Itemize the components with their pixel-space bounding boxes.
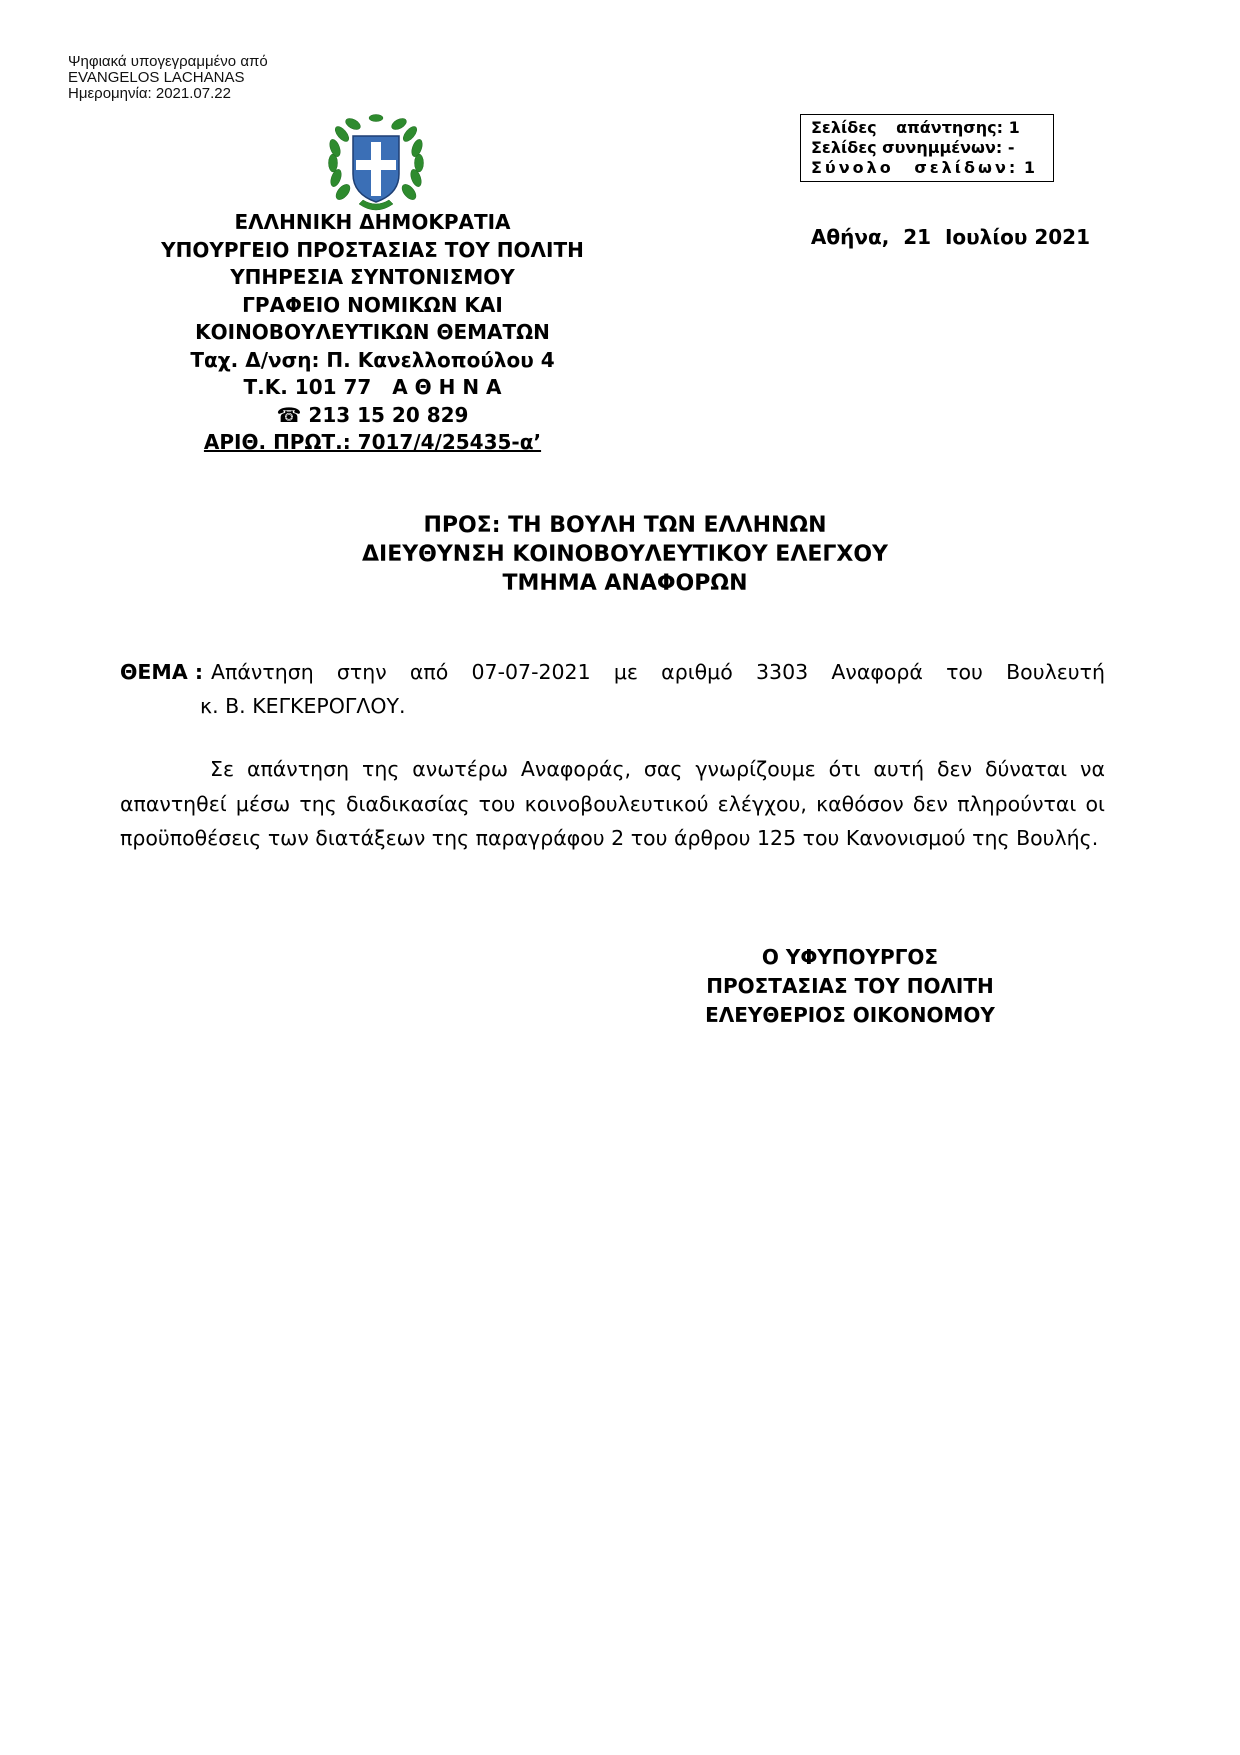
reply-pages-label: Σελίδες απάντησης: <box>811 118 1004 137</box>
subject-text-cont: κ. Β. ΚΕΓΚΕΡΟΓΛΟΥ. <box>200 694 406 718</box>
subject-text: Απάντηση στην από 07-07-2021 με αριθμό 3303 Αναφορά του Βουλευτή <box>211 660 1105 684</box>
total-pages-row <box>811 158 1043 178</box>
recipient-line2: ΔΙΕΥΘΥΝΣΗ ΚΟΙΝΟΒΟΥΛΕΥΤΙΚΟΥ ΕΛΕΓΧΟΥ <box>362 542 888 567</box>
signatory-title: Ο ΥΦΥΠΟΥΡΓΟΣ <box>761 945 939 969</box>
header-office: ΓΡΑΦΕΙΟ ΝΟΜΙΚΩΝ ΚΑΙ <box>242 292 503 317</box>
digital-signature-stamp <box>68 54 268 102</box>
header-protocol-number: ΑΡΙΘ. ΠΡΩΤ.: 7017/4/25435-α’ <box>203 430 542 454</box>
total-pages-value: 1 <box>1023 158 1035 177</box>
header-address: Ταχ. Δ/νση: Π. Κανελλοπούλου 4 <box>190 347 555 372</box>
header-postal: Τ.Κ. 101 77 Α Θ Η Ν Α <box>243 375 502 399</box>
signatory-name: ΕΛΕΥΘΕΡΙΟΣ ΟΙΚΟΝΟΜΟΥ <box>705 1003 995 1027</box>
telephone-icon: ☎ <box>276 402 302 427</box>
document-date: Αθήνα, 21 Ιουλίου 2021 <box>810 225 1090 249</box>
signature-line: Ψηφιακά υπογεγραμμένο από <box>68 53 268 70</box>
header-phone: 213 15 20 829 <box>308 402 469 427</box>
recipient-block <box>300 511 950 598</box>
recipient-line1: ΠΡΟΣ: ΤΗ ΒΟΥΛΗ ΤΩΝ ΕΛΛΗΝΩΝ <box>423 513 827 538</box>
signature-date: Ημερομηνία: 2021.07.22 <box>68 85 231 102</box>
subject-block <box>120 655 1105 723</box>
header-service: ΥΠΗΡΕΣΙΑ ΣΥΝΤΟΝΙΣΜΟΥ <box>230 265 515 289</box>
header-phone-row <box>120 402 625 430</box>
greek-coat-of-arms-icon <box>323 112 429 218</box>
total-pages-label: Σύνολο σελίδων: <box>811 158 1019 177</box>
header-country: ΕΛΛΗΝΙΚΗ ΔΗΜΟΚΡΑΤΙΑ <box>234 210 511 234</box>
signatory-block <box>660 943 1040 1030</box>
signature-signer: EVANGELOS LACHANAS <box>68 69 245 86</box>
sender-header <box>120 209 625 457</box>
reply-pages-value: 1 <box>1008 118 1020 137</box>
attachment-pages-value: - <box>1007 138 1015 157</box>
signatory-ministry: ΠΡΟΣΤΑΣΙΑΣ ΤΟΥ ΠΟΛΙΤΗ <box>706 974 994 998</box>
header-office-cont: ΚΟΙΝΟΒΟΥΛΕΥΤΙΚΩΝ ΘΕΜΑΤΩΝ <box>195 320 550 344</box>
subject-label: ΘΕΜΑ : <box>120 660 204 684</box>
page-count-box <box>800 114 1054 182</box>
reply-pages-row <box>811 118 1043 138</box>
recipient-line3: ΤΜΗΜΑ ΑΝΑΦΟΡΩΝ <box>502 571 748 596</box>
header-ministry: ΥΠΟΥΡΓΕΙΟ ΠΡΟΣΤΑΣΙΑΣ ΤΟΥ ΠΟΛΙΤΗ <box>161 237 584 262</box>
attachment-pages-row <box>811 138 1043 158</box>
attachment-pages-label: Σελίδες συνημμένων: <box>811 138 1003 157</box>
body-paragraph: Σε απάντηση της ανωτέρω Αναφοράς, σας γνωρίζουμε ότι αυτή δεν δύναται να απαντηθεί μέσω της διαδικασίας του κοινοβουλευτικού ελέγχου, καθόσον δεν πληρούνται οι προϋποθέσεις των διατάξεων της παραγράφου 2 του άρθρου 125 του Κανονισμού της Βουλής. <box>120 757 1105 850</box>
